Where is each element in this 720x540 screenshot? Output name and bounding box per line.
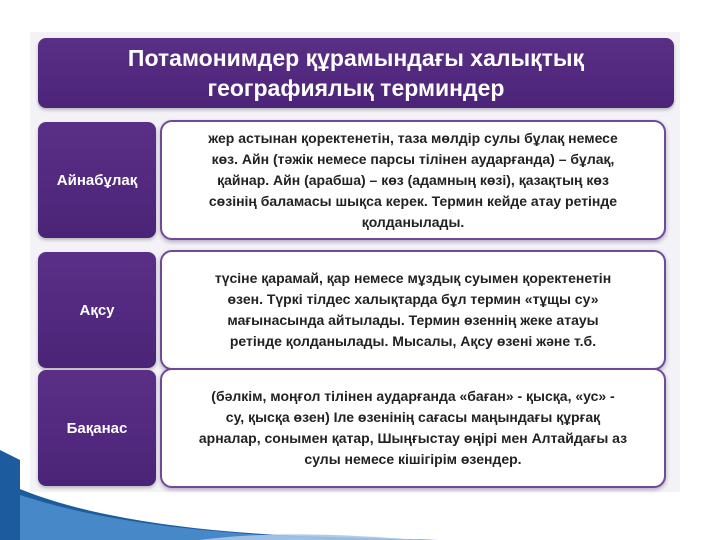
slide-image (30, 32, 680, 492)
term-description-text: түсіне қарамай, қар немесе мұздық суымен қоректенетін өзен. Түркі тілдес халықтарда бұл термин «тұщы су» мағынасында айтылады. Термин өзеннің жеке атауы ретінде қолданылады. Мысалы, Ақсу өзені және т.б. (214, 270, 612, 349)
term-label-aksu: Ақсу (38, 252, 156, 368)
term-description-text: (бәлкім, моңғол тілінен аударғанда «баған» - қысқа, «ус» - су, қысқа өзен) Іле өзенінің сағасы маңындағы құрғақ арналар, сонымен қатар, Шыңғыстау өңірі мен Алтайдағы аз сулы немесе кішігірім өзендер. (198, 388, 628, 467)
term-description-ainabulak (160, 120, 666, 240)
term-description-text: жер астынан қоректенетін, таза мөлдір сулы бұлақ немесе көз. Айн (тәжік немесе парсы тілінен аударғанда) – бұлақ, қайнар. Айн (арабша) – көз (адамның көзі), қазақтың көз сөзінің баламасы шықса керек. Термин кейде атау ретінде қолданылады. (208, 129, 618, 230)
swoosh-highlight (20, 495, 330, 540)
term-label-ainabulak: Айнабұлақ (38, 122, 156, 238)
term-description-aksu (160, 250, 666, 370)
title-banner (38, 38, 674, 108)
slide-title: Потамонимдер құрамындағы халықтық географиялық терминдер (127, 45, 585, 101)
decorative-swoosh (0, 440, 720, 540)
term-label-bakanas: Бақанас (38, 370, 156, 486)
